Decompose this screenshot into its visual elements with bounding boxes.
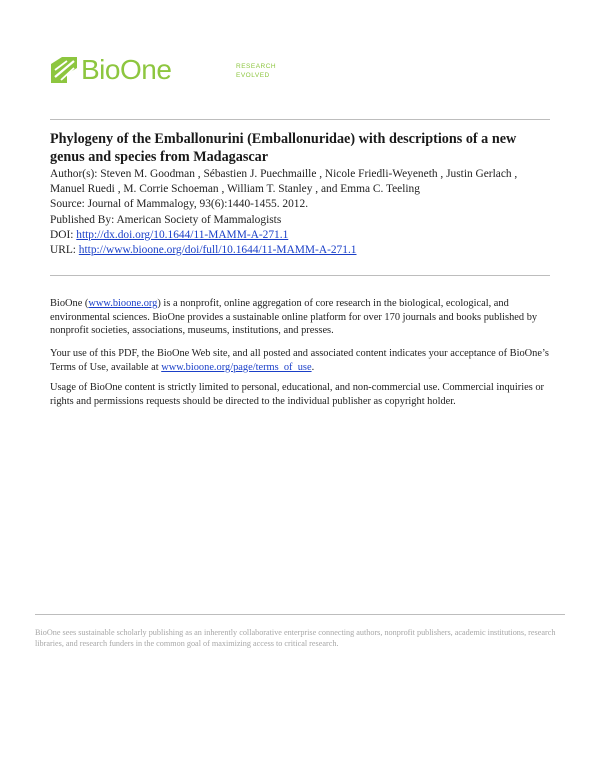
logo-wordmark: BioOne <box>81 54 172 85</box>
url-line <box>50 243 555 258</box>
description-text-end: ) is a nonprofit, online aggregation of core research in the biological, ecological, and environmental sciences. BioOne provides a sustainable online platform for over 170 journals and books published by nonprofit societies, associations, museums, institutions, and presses. <box>50 298 538 337</box>
usage-notice-text: Usage of BioOne content is strictly limited to personal, educational, and non-commercial use. Commercial inquiries or rights and permissions requests should be directed to the individual publisher as copyright holder. <box>50 382 545 407</box>
logo-tagline-line-2: EVOLVED <box>236 72 270 79</box>
top-divider <box>50 119 550 120</box>
footer-statement: BioOne sees sustainable scholarly publishing as an inherently collaborative enterprise connecting authors, nonprofit publishers, academic institutions, research libraries, and research funders in the common goal of maximizing access to critical research. <box>35 628 556 648</box>
terms-text-start: Your use of this PDF, the BioOne Web site, and all posted and associated content indicates your acceptance of BioOne’s Terms of Use, available at <box>50 348 549 373</box>
bioone-logo[interactable] <box>50 54 277 88</box>
doi-line <box>50 228 555 243</box>
logo-tagline <box>236 62 276 80</box>
footer-divider <box>35 614 565 615</box>
publisher-line: Published By: American Society of Mammalogists <box>50 213 282 226</box>
terms-of-use-notice <box>50 347 550 374</box>
logo-tagline-line-1: RESEARCH <box>236 63 277 70</box>
bioone-leaf-icon <box>50 56 78 84</box>
description-text-start: BioOne ( <box>50 298 89 309</box>
authors-line-2: Manuel Ruedi , M. Corrie Schoeman , William T. Stanley , and Emma C. Teeling <box>50 183 420 196</box>
url-link[interactable]: http://www.bioone.org/doi/full/10.1644/11-MAMM-A-271.1 <box>78 244 357 257</box>
bioone-description <box>50 297 550 338</box>
terms-of-use-link[interactable]: www.bioone.org/page/terms_of_use <box>161 361 312 373</box>
terms-text-end: . <box>311 361 315 373</box>
url-label: URL: <box>50 244 79 257</box>
middle-divider <box>50 275 550 276</box>
doi-label: DOI: <box>50 228 77 241</box>
source-line: Source: Journal of Mammalogy, 93(6):1440-1455. 2012. <box>50 198 309 211</box>
article-title: Phylogeny of the Emballonurini (Emballonuridae) with descriptions of a new genus and species from Madagascar <box>50 131 517 165</box>
authors-line-1: Author(s): Steven M. Goodman , Sébastien J. Puechmaille , Nicole Friedli-Weyeneth , Justin Gerlach , <box>50 168 518 180</box>
usage-notice <box>50 381 550 408</box>
article-metadata <box>50 167 555 258</box>
bioone-home-link[interactable]: www.bioone.org <box>88 298 158 309</box>
doi-link[interactable]: http://dx.doi.org/10.1644/11-MAMM-A-271.1 <box>76 228 289 241</box>
